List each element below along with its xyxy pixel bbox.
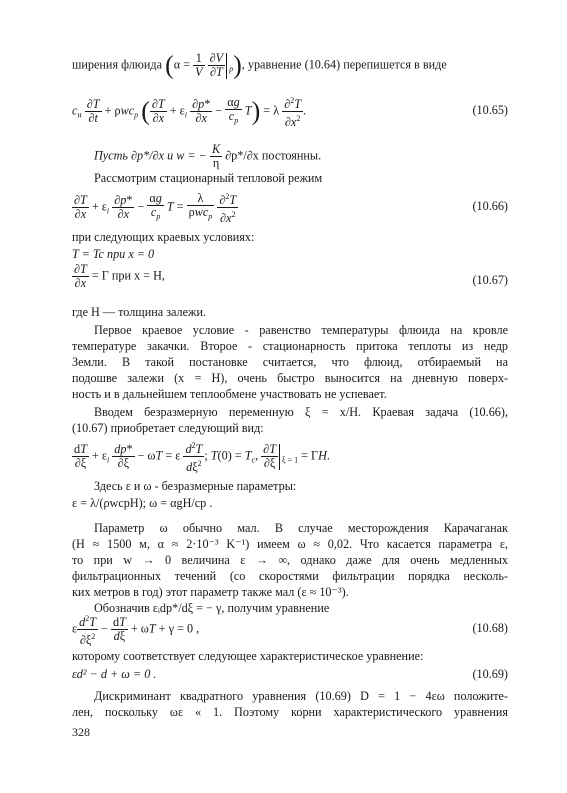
assumption-line: Пусть ∂p*/∂x и w = − $\frac{K}{\eta}$ ∂p*/∂x постоянны. (94, 142, 322, 170)
page-number: 328 (72, 725, 90, 739)
equation-number: (10.68) (472, 621, 508, 635)
paragraph-line: Дискриминант квадратного уравнения (10.69) D = 1 − 4εω положите- (94, 689, 508, 703)
paragraph-line: при следующих краевых условиях: (72, 230, 255, 244)
paragraph-line: подошве залежи (x = H), очень быстро выносится на дневную поверх- (72, 371, 508, 385)
paragraph-line: Параметр ω обычно мал. В случае месторождения Карачаганак (94, 521, 508, 535)
line-1: ширения флюида (α = $\frac{1}{V}$ $\frac{\partial V}{\partial T}$ $_p$), уравнение (10.64) перепишется в виде (72, 50, 447, 80)
parameters: ε = λ/(ρwcpH); ω = αgH/cp . (72, 496, 213, 510)
paragraph-line: где H — толщина залежи. (72, 305, 207, 319)
boundary-condition-2: $\frac{\partial T}{\partial x}$ = Γ при x = H, (74, 262, 165, 290)
paragraph-line: Обозначив εᵢdp*/dξ = − γ, получим уравнение (94, 601, 330, 615)
paragraph-line: то при w → 0 величина ε → ∞, однако даже для очень медленных (72, 553, 508, 567)
equation-10-66: $\frac{\partial T}{\partial x}$ + $\varepsilon_i$ $\frac{\partial p*}{\partial x}$ − $\frac{\alpha g}{c_p}$ T = λ ρwc$_p$ $\frac{\partial^2T}{\partial x^2}$ (74, 191, 237, 225)
paragraph-line: Здесь ε и ω - безразмерные параметры: (94, 479, 297, 493)
paragraph-line: (H ≈ 1500 м, α ≈ 2·10⁻³ K⁻¹) имеем ω ≈ 0,02. Что касается параметра ε, (72, 537, 508, 551)
characteristic-equation: εd² − d + ω = 0 . (72, 667, 157, 681)
equation-number: (10.67) (472, 273, 508, 287)
paragraph-line: Земли. В такой постановке считается, что флюид, отбираемый на (72, 355, 508, 369)
paragraph-line: (10.67) приобретает следующий вид: (72, 421, 264, 435)
equation-number: (10.66) (472, 199, 508, 213)
paragraph-line: Первое краевое условие - равенство температуры флюида на кровле (94, 323, 508, 337)
paragraph-line: Вводем безразмерную переменную ξ = x/H. Краевая задача (10.66), (94, 405, 508, 419)
boundary-condition-1: T = Tc при x = 0 (72, 247, 155, 261)
paragraph-line: температуре закачки. Второе - стационарность притока теплоты из недр (72, 339, 508, 353)
paragraph-line: ность и в дальнейшем теплообмене участвовать не успевает. (72, 387, 387, 401)
equation-10-65: $c_н$ $\frac{\partial T}{\partial t}$ + ρwc$_p$ ( $\frac{\partial T}{\partial x}$ + $\varepsilon_i$ $\frac{\partial p*}{\partial x}$ − $\frac{\alpha g}{c_p}$ T) = λ $\frac{\partial^2T}{\partial x^2}$ . (72, 95, 307, 129)
equation-number: (10.65) (472, 103, 508, 117)
paragraph-line: которому соответствует следующее характеристическое уравнение: (72, 649, 424, 663)
paragraph-line: лен, поскольку ωε « 1. Поэтому корни характеристического уравнения (72, 705, 508, 719)
equation-10-68: ε $\frac{d^2T}{\partial\xi^2}$ − $\frac{dT}{d\xi}$ + ωT + γ = 0 , (72, 614, 200, 647)
paragraph-line: фильтрационных течений (со скоростями фильтрации порядка несколь- (72, 569, 508, 583)
dimensionless-equation: $\frac{dT}{\partial\xi}$ + $\varepsilon_i$ $\frac{dp*}{\partial\xi}$ − ωT = ε $\frac{d^2T}{d\xi^2}$ ; $T(0) = T_c$, $\frac{\partial T}{\partial\xi}$ $_{\xi = 1}$ = ΓH. (74, 441, 330, 474)
paragraph-line: ких метров в год) этот параметр также мал (ε ≈ 10⁻³). (72, 585, 349, 599)
equation-number: (10.69) (472, 667, 508, 681)
paragraph-line: Рассмотрим стационарный тепловой режим (94, 171, 323, 185)
